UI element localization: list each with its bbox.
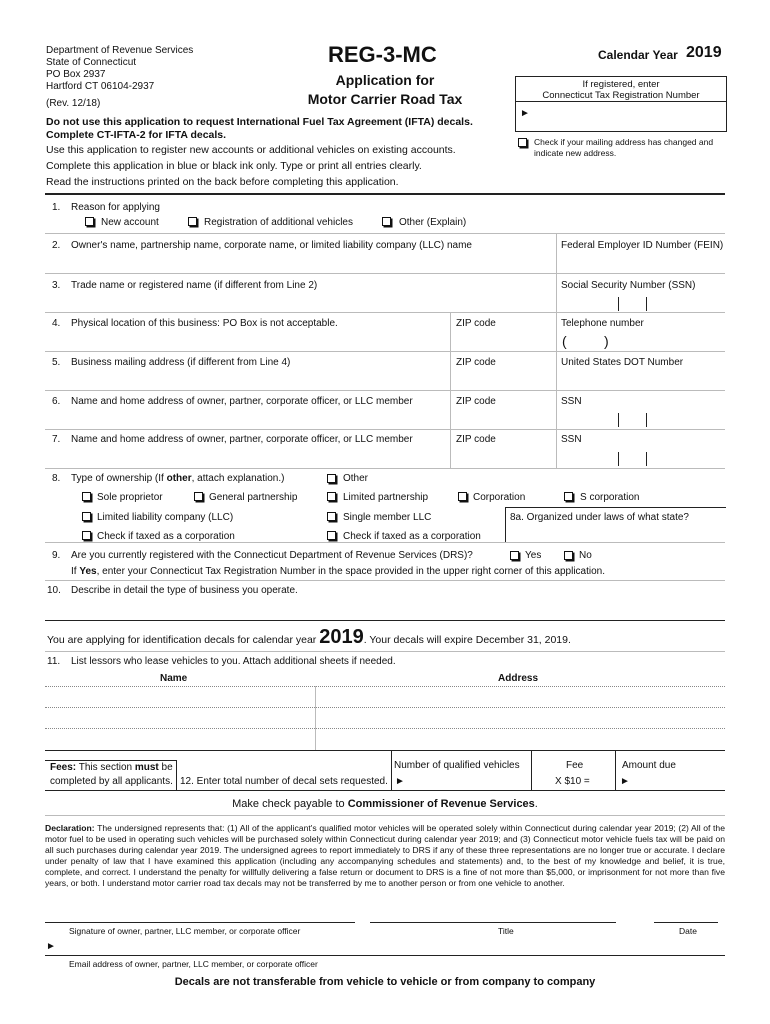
telephone-label[interactable]: Telephone number: [561, 318, 644, 329]
line7-ssn-label[interactable]: SSN: [561, 434, 582, 445]
agency-pobox: PO Box 2937: [46, 69, 106, 80]
check-payable-pre: Make check payable to: [232, 798, 348, 810]
llc-taxed-corp-checkbox[interactable]: [82, 531, 91, 540]
ssn-separator: [618, 413, 619, 427]
line5-zip-label[interactable]: ZIP code: [456, 357, 496, 368]
divider: [45, 651, 725, 652]
declaration-text: The undersigned represents that: (1) All of the applicant's qualified motor vehicles will be operated solely within Connecticut during calendar year 2019; (2) All of the motor fuel to be used in operating such vehicles will be purchased solely within Connecticut during calendar year 2019; and (3) Connecticut motor vehicle fuels tax will be paid on all such purchases during calendar year 2019. The undersigned agrees to report immediately to DRS if any of these three representations are no longer true or accurate. I declare under penalty of law that I have examined this application (including any accompanying schedules and statements) and, to the best of my knowledge and belief, it is true, complete, and correct. I understand the penalty for willfully delivering a false return or document to DRS is a fine of not more than $5,000, or imprisonment for not more than five years, or both. I understand motor carrier road tax decals may not be transferred by me to another person or from one vehicle to another.: [45, 823, 725, 888]
agency-city: Hartford CT 06104-2937: [46, 81, 155, 92]
title-label: Title: [498, 926, 514, 936]
agency-name: Department of Revenue Services: [46, 45, 194, 56]
s-corporation-checkbox[interactable]: [564, 492, 573, 501]
lessor-row[interactable]: [45, 686, 725, 687]
line5-label[interactable]: Business mailing address (if different from Line 4): [71, 357, 291, 368]
fees-note-must: must: [134, 762, 159, 773]
check-payable-bold: Commissioner of Revenue Services: [347, 798, 535, 810]
other-ownership-checkbox[interactable]: [327, 474, 336, 483]
date-line[interactable]: [654, 922, 718, 923]
decal-year: 2019: [319, 626, 364, 648]
line4-zip-label[interactable]: ZIP code: [456, 318, 496, 329]
fees-divider: [176, 760, 177, 790]
single-member-llc-label: Single member LLC: [343, 512, 432, 523]
line6-label[interactable]: Name and home address of owner, partner, corporate officer, or LLC member: [71, 396, 413, 407]
line3-number: 3.: [52, 280, 61, 291]
other-reason-label: Other (Explain): [399, 217, 467, 228]
fees-note-bold: Fees:: [50, 762, 77, 773]
ssn-separator: [618, 452, 619, 466]
intro-line3: Read the instructions printed on the back before completing this application.: [46, 176, 399, 188]
dot-number-label[interactable]: United States DOT Number: [561, 357, 684, 368]
line7-number: 7.: [52, 434, 61, 445]
reg-box-label2: Connecticut Tax Registration Number: [542, 90, 700, 101]
date-label: Date: [679, 926, 697, 936]
line1-label: Reason for applying: [71, 202, 160, 213]
additional-vehicles-label: Registration of additional vehicles: [204, 217, 353, 228]
qualified-vehicles-label: Number of qualified vehicles: [394, 760, 520, 771]
signature-line[interactable]: [45, 922, 355, 923]
phone-paren-open: (: [562, 333, 567, 349]
declaration-label: Declaration:: [45, 823, 95, 833]
additional-vehicles-checkbox[interactable]: [188, 217, 197, 226]
divider: [45, 468, 725, 469]
fees-divider: [615, 750, 616, 790]
ssn-separator: [646, 452, 647, 466]
decal-year-statement: [47, 626, 571, 649]
fees-divider: [531, 750, 532, 790]
corporation-checkbox[interactable]: [458, 492, 467, 501]
reg-box-label1: If registered, enter: [582, 79, 660, 90]
line9-note-bold: Yes: [79, 566, 97, 577]
phone-paren-close: ): [604, 333, 609, 349]
fees-note: [50, 762, 173, 773]
lessor-name-header: Name: [160, 673, 188, 684]
arrow-icon: ►: [620, 776, 630, 787]
signature-label: Signature of owner, partner, LLC member, or corporate officer: [69, 926, 301, 936]
drs-no-checkbox[interactable]: [564, 551, 573, 560]
limited-partnership-checkbox[interactable]: [327, 492, 336, 501]
line6-zip-label[interactable]: ZIP code: [456, 396, 496, 407]
s-corporation-label: S corporation: [580, 492, 640, 503]
transfer-notice: Decals are not transferable from vehicle to vehicle or from company to company: [174, 976, 596, 988]
ssn-separator: [618, 297, 619, 311]
intro-line1: Use this application to register new accounts or additional vehicles on existing accounts.: [46, 144, 456, 156]
smllc-taxed-corp-checkbox[interactable]: [327, 531, 336, 540]
general-partnership-label: General partnership: [209, 492, 298, 503]
right-column-border: [556, 233, 557, 468]
form-id: REG-3-MC: [328, 42, 437, 67]
fein-label[interactable]: Federal Employer ID Number (FEIN): [561, 240, 724, 251]
fees-divider: [391, 750, 392, 790]
ssn-label[interactable]: Social Security Number (SSN): [561, 280, 696, 291]
new-account-checkbox[interactable]: [85, 217, 94, 226]
smllc-taxed-corp-label: Check if taxed as a corporation: [343, 531, 481, 542]
drs-yes-checkbox[interactable]: [510, 551, 519, 560]
limited-partnership-label: Limited partnership: [343, 492, 429, 503]
new-account-label: New account: [101, 217, 159, 228]
line2-label[interactable]: Owner's name, partnership name, corporate name, or limited liability company (LLC) name: [71, 240, 472, 251]
lessor-column-divider: [315, 686, 316, 750]
ifta-warning: Do not use this application to request International Fuel Tax Agreement (IFTA) decals.: [46, 116, 473, 128]
drs-yes-label: Yes: [525, 550, 542, 561]
decal-statement-post: . Your decals will expire December 31, 2019.: [363, 634, 571, 646]
address-changed-label1: Check if your mailing address has changed and: [534, 137, 714, 147]
line10-number: 10.: [47, 585, 61, 596]
single-member-llc-checkbox[interactable]: [327, 512, 336, 521]
fees-label-top: [45, 760, 176, 761]
zip-column-border: [450, 312, 451, 468]
llc-label: Limited liability company (LLC): [97, 512, 234, 523]
form-title-line1: Application for: [335, 72, 435, 88]
llc-checkbox[interactable]: [82, 512, 91, 521]
lessor-address-header: Address: [498, 673, 539, 684]
line8-label-pre: Type of ownership (If: [71, 473, 167, 484]
divider: [45, 815, 725, 816]
line8-label-post: , attach explanation.): [191, 473, 285, 484]
arrow-icon: ►: [395, 776, 405, 787]
line4-number: 4.: [52, 318, 61, 329]
divider: [45, 429, 725, 430]
arrow-icon: ►: [520, 108, 530, 119]
divider: [45, 580, 725, 581]
header-divider: [45, 193, 725, 195]
organized-state-label: 8a. Organized under laws of what state?: [510, 512, 689, 523]
drs-no-label: No: [579, 550, 592, 561]
line8-number: 8.: [52, 473, 61, 484]
fee-label: Fee: [566, 760, 584, 771]
line8-label-bold: other: [166, 473, 192, 484]
divider: [45, 620, 725, 621]
line5-number: 5.: [52, 357, 61, 368]
email-line[interactable]: [45, 955, 725, 956]
line7-label[interactable]: Name and home address of owner, partner, corporate officer, or LLC member: [71, 434, 413, 445]
address-changed-label2: indicate new address.: [534, 148, 617, 158]
title-line[interactable]: [370, 922, 616, 923]
other-reason-checkbox[interactable]: [382, 217, 391, 226]
ssn-separator: [646, 413, 647, 427]
divider: [45, 390, 725, 391]
line11-number: 11.: [47, 656, 61, 667]
divider: [45, 273, 725, 274]
line10-label[interactable]: Describe in detail the type of business you operate.: [71, 585, 298, 596]
line12-label: 12. Enter total number of decal sets requested.: [180, 776, 388, 787]
check-payable: [0, 798, 770, 810]
llc-taxed-corp-label: Check if taxed as a corporation: [97, 531, 235, 542]
line8-label: [71, 473, 284, 484]
divider: [45, 312, 725, 313]
corporation-label: Corporation: [473, 492, 526, 503]
line6-number: 6.: [52, 396, 61, 407]
address-changed-checkbox[interactable]: [518, 138, 527, 147]
lessor-row[interactable]: [45, 707, 725, 708]
line9-number: 9.: [52, 550, 61, 561]
revision-date: (Rev. 12/18): [46, 98, 101, 109]
fees-note-line2: completed by all applicants.: [50, 776, 173, 787]
divider: [45, 351, 725, 352]
line11-label: List lessors who lease vehicles to you. Attach additional sheets if needed.: [71, 656, 396, 667]
line9-label: Are you currently registered with the Connecticut Department of Revenue Services (DRS)?: [71, 550, 473, 561]
sole-proprietor-checkbox[interactable]: [82, 492, 91, 501]
sole-proprietor-label: Sole proprietor: [97, 492, 163, 503]
fee-value: X $10 =: [555, 776, 590, 787]
calendar-year-label: Calendar Year: [598, 48, 678, 62]
declaration: [45, 823, 725, 889]
line9-note-pre: If: [71, 566, 80, 577]
fees-note-text2: be: [158, 762, 173, 773]
line6-ssn-label[interactable]: SSN: [561, 396, 582, 407]
line9-note: [71, 566, 605, 577]
line3-label[interactable]: Trade name or registered name (if different from Line 2): [71, 280, 318, 291]
calendar-year: 2019: [686, 44, 722, 61]
intro-line2: Complete this application in blue or black ink only. Type or print all entries clearly.: [46, 160, 422, 172]
divider: [45, 542, 725, 543]
ssn-separator: [646, 297, 647, 311]
agency-state: State of Connecticut: [46, 57, 137, 68]
general-partnership-checkbox[interactable]: [194, 492, 203, 501]
form-title-line2: Motor Carrier Road Tax: [307, 91, 463, 107]
line7-zip-label[interactable]: ZIP code: [456, 434, 496, 445]
registration-number-box[interactable]: [515, 76, 727, 132]
ifta-warning2: Complete CT-IFTA-2 for IFTA decals.: [46, 129, 227, 141]
line2-number: 2.: [52, 240, 61, 251]
amount-due-label: Amount due: [622, 760, 676, 771]
divider: [45, 233, 725, 234]
line1-number: 1.: [52, 202, 61, 213]
other-ownership-label: Other: [343, 473, 369, 484]
check-payable-post: .: [534, 798, 538, 810]
email-label: Email address of owner, partner, LLC member, or corporate officer: [69, 959, 318, 969]
decal-statement-pre: You are applying for identification decals for calendar year: [47, 634, 317, 646]
lessor-row[interactable]: [45, 728, 725, 729]
line9-note-post: , enter your Connecticut Tax Registration Number in the space provided in the upper right corner of this application.: [96, 566, 606, 577]
line4-label[interactable]: Physical location of this business: PO Box is not acceptable.: [71, 318, 338, 329]
arrow-icon: ►: [46, 941, 56, 952]
fees-note-text1: This section: [76, 762, 135, 773]
